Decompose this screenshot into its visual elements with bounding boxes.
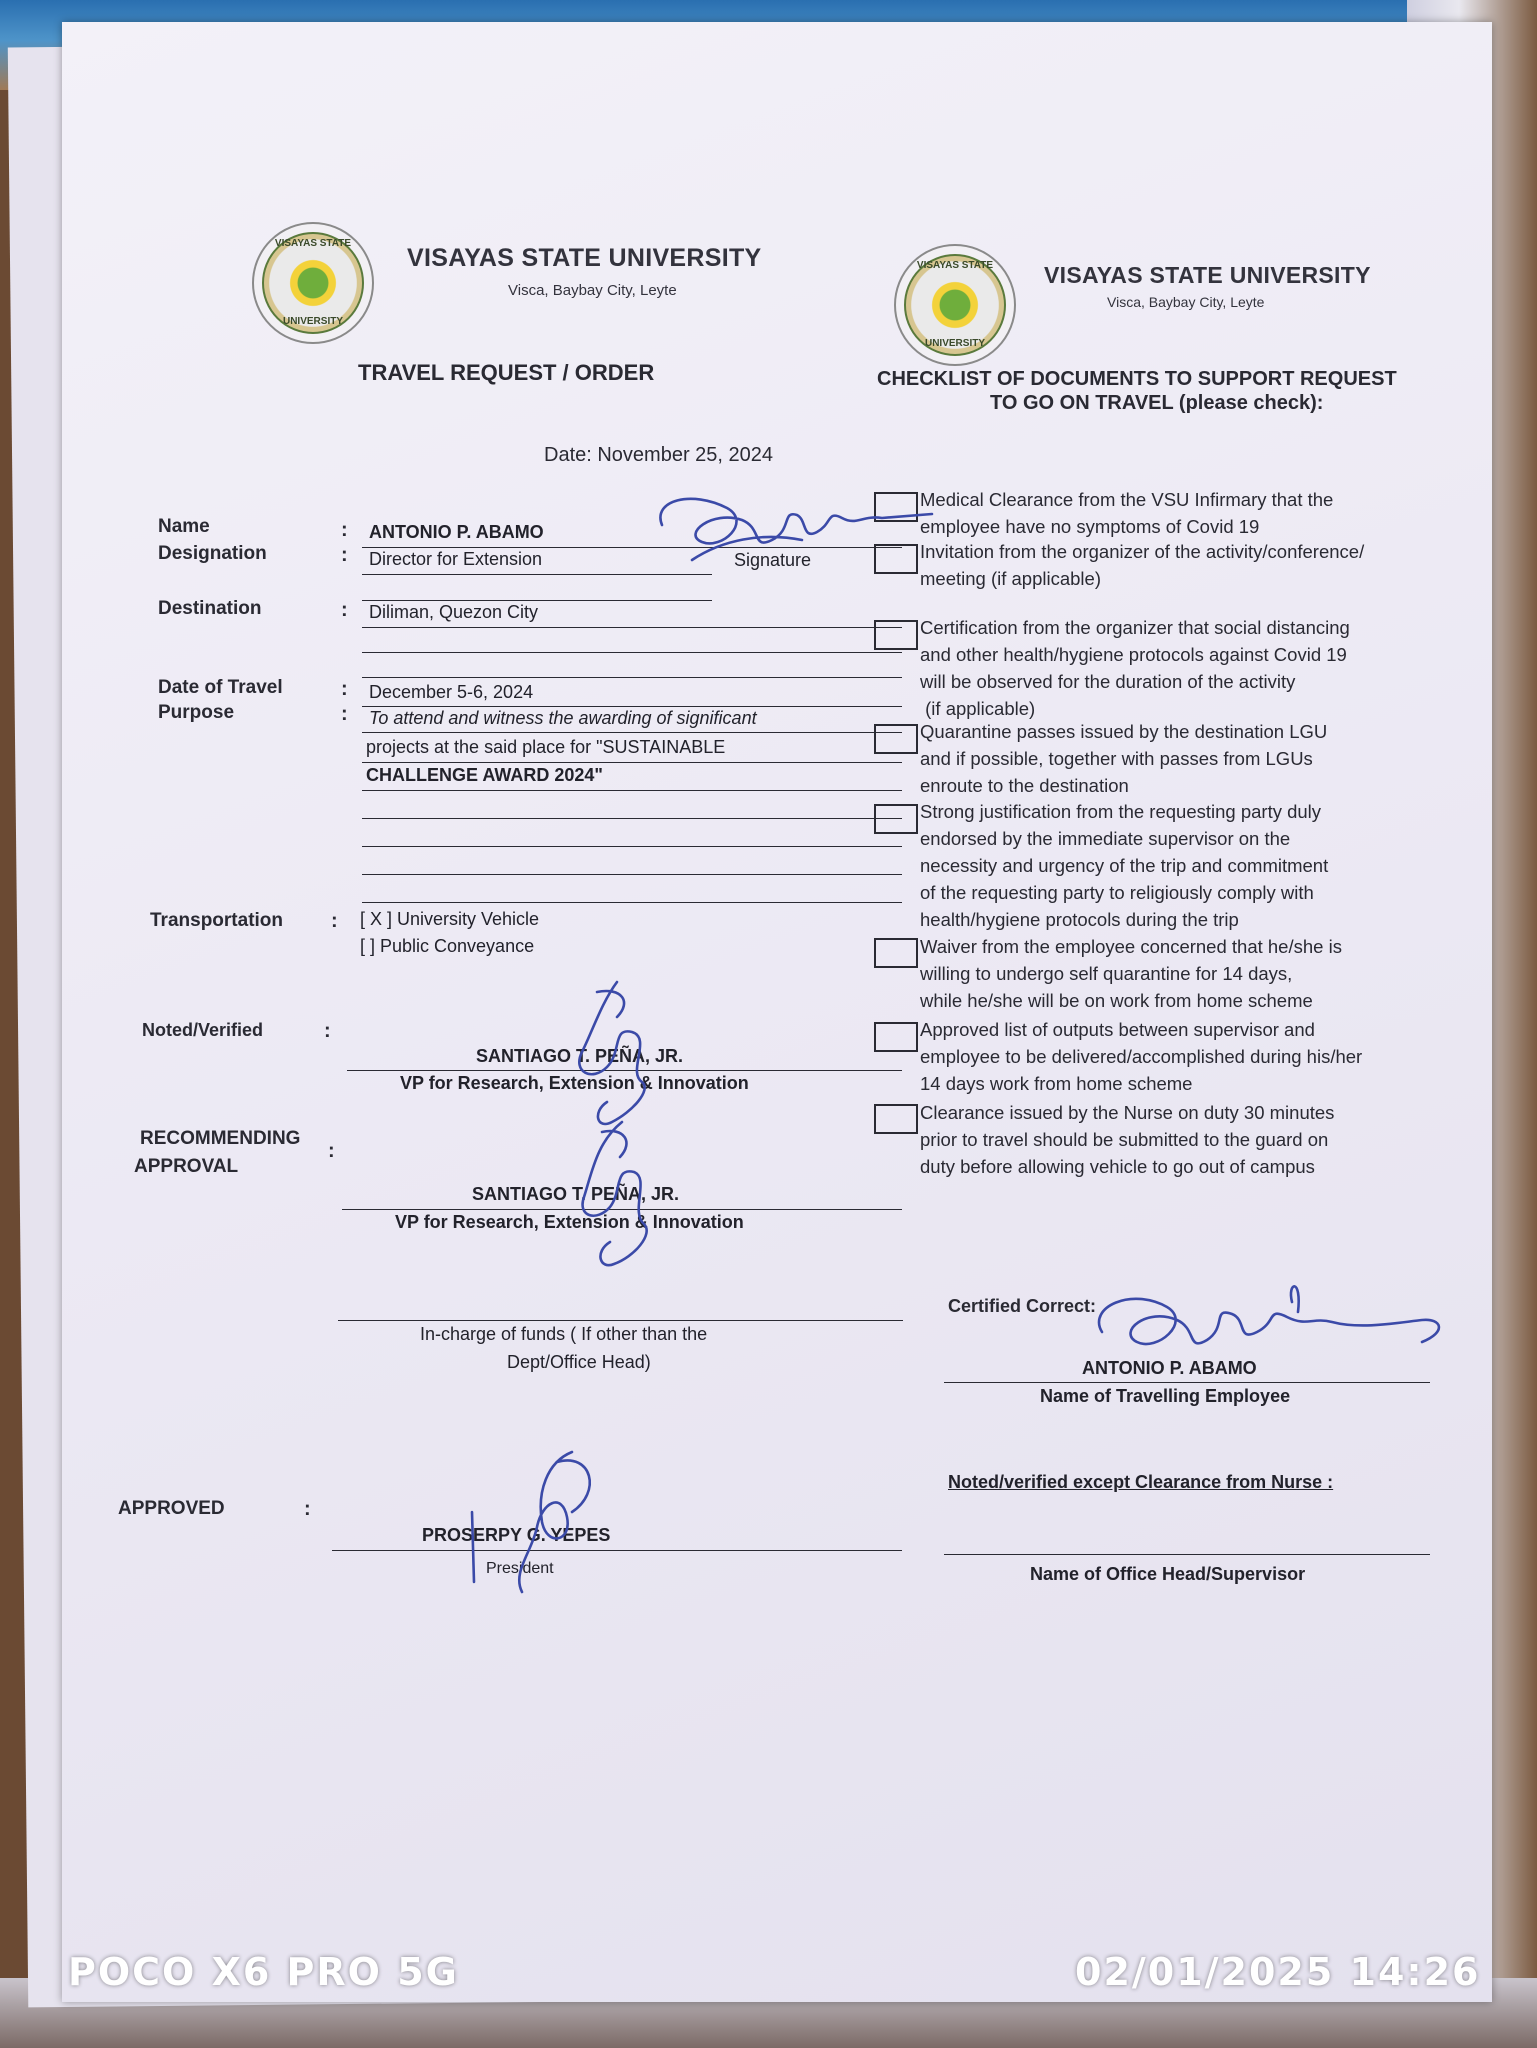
checklist-item-5-line-1: Strong justification from the requesting party duly	[920, 801, 1322, 822]
checklist-item-3-line-2: and other health/hygiene protocols against Covid 19	[920, 644, 1347, 665]
noted-except-nurse-label: Noted/verified except Clearance from Nurse :	[948, 1472, 1334, 1492]
destination-value: Diliman, Quezon City	[369, 602, 539, 622]
funds-caption-line-2: Dept/Office Head)	[507, 1352, 651, 1372]
checklist-item-5-line-2: endorsed by the immediate supervisor on the	[920, 828, 1291, 849]
checklist-item-4-line-2: and if possible, together with passes from LGUs	[920, 748, 1313, 769]
designation-value: Director for Extension	[369, 549, 543, 569]
checklist-item-3-line-3: will be observed for the duration of the activity	[920, 671, 1296, 692]
checklist-item-5-line-3: necessity and urgency of the trip and commitment	[920, 855, 1329, 876]
checklist-item-5-line-4: of the requesting party to religiously comply with	[920, 882, 1314, 903]
checklist-item-3-line-1: Certification from the organizer that social distancing	[920, 617, 1350, 638]
checklist-item-6-line-1: Waiver from the employee concerned that he/she is	[920, 936, 1342, 957]
date-of-travel-value: December 5-6, 2024	[369, 682, 534, 702]
checklist-item-2-line-2: meeting (if applicable)	[920, 568, 1101, 589]
name-label: Name	[158, 516, 210, 537]
approved-signature-line	[332, 1550, 902, 1551]
purpose-underline-7	[362, 902, 902, 903]
university-name-left: VISAYAS STATE UNIVERSITY	[407, 244, 762, 272]
noted-signature-line	[347, 1070, 902, 1071]
checklist-item-6-line-3: while he/she will be on work from home scheme	[920, 990, 1313, 1011]
checklist-item-4-line-3: enroute to the destination	[920, 775, 1129, 796]
checklist-item-7-line-2: employee to be delivered/accomplished during his/her	[920, 1046, 1363, 1067]
signature-caption: Signature	[734, 550, 812, 570]
checklist-checkbox-5[interactable]	[874, 804, 918, 834]
transport-option-public-conveyance: [ ] Public Conveyance	[360, 936, 535, 956]
form-title: TRAVEL REQUEST / ORDER	[358, 360, 655, 385]
destination-underline-2	[362, 652, 902, 653]
destination-underline-1	[362, 627, 902, 628]
recommending-name: SANTIAGO T. PEÑA, JR.	[472, 1184, 680, 1204]
checklist-item-7-line-3: 14 days work from home scheme	[920, 1073, 1193, 1094]
designation-colon: :	[341, 544, 348, 566]
checklist-checkbox-4[interactable]	[874, 724, 918, 754]
office-head-signature-line	[944, 1554, 1430, 1555]
purpose-underline-3	[362, 790, 902, 791]
checklist-item-8-line-3: duty before allowing vehicle to go out of campus	[920, 1156, 1315, 1177]
date-of-travel-colon: :	[341, 678, 348, 700]
form-date: Date: November 25, 2024	[544, 444, 774, 466]
recommending-signature-line	[342, 1209, 902, 1210]
destination-colon: :	[341, 599, 348, 621]
name-value: ANTONIO P. ABAMO	[369, 522, 544, 542]
transport-option-university-vehicle: [ X ] University Vehicle	[360, 909, 540, 929]
recommending-label-line-1: RECOMMENDING	[140, 1128, 301, 1149]
office-head-caption: Name of Office Head/Supervisor	[1030, 1564, 1306, 1584]
name-underline	[362, 547, 902, 548]
certified-correct-label: Certified Correct:	[948, 1296, 1097, 1316]
noted-position: VP for Research, Extension & Innovation	[400, 1073, 749, 1093]
noted-verified-colon: :	[324, 1020, 331, 1042]
purpose-line-1: To attend and witness the awarding of significant	[369, 708, 757, 728]
transportation-colon: :	[331, 910, 338, 932]
noted-verified-label: Noted/Verified	[142, 1020, 264, 1040]
purpose-underline-4	[362, 818, 902, 819]
designation-underline	[362, 574, 712, 575]
purpose-colon: :	[341, 703, 348, 725]
university-seal-right: VISAYAS STATE UNIVERSITY	[894, 244, 1016, 366]
recommending-colon: :	[328, 1140, 335, 1162]
blank-underline	[362, 600, 712, 601]
recommending-position: VP for Research, Extension & Innovation	[395, 1212, 744, 1232]
checklist-checkbox-6[interactable]	[874, 938, 918, 968]
approved-label: APPROVED	[118, 1498, 225, 1519]
camera-device-watermark: POCO X6 PRO 5G	[68, 1950, 459, 1994]
checklist-item-8-line-2: prior to travel should be submitted to the guard on	[920, 1129, 1329, 1150]
destination-label: Destination	[158, 598, 262, 619]
approved-position: President	[486, 1560, 554, 1577]
checklist-title-line-1: CHECKLIST OF DOCUMENTS TO SUPPORT REQUEST	[877, 368, 1397, 390]
checklist-item-1-line-2: employee have no symptoms of Covid 19	[920, 516, 1260, 537]
purpose-underline-1	[362, 732, 902, 733]
funds-caption-line-1: In-charge of funds ( If other than the	[420, 1324, 708, 1344]
checklist-item-6-line-2: willing to undergo self quarantine for 14 days,	[920, 963, 1293, 984]
funds-signature-line	[338, 1320, 903, 1321]
checklist-title-line-2: TO GO ON TRAVEL (please check):	[990, 392, 1324, 414]
university-address-right: Visca, Baybay City, Leyte	[1107, 294, 1265, 310]
date-of-travel-underline	[362, 706, 902, 707]
designation-label: Designation	[158, 543, 267, 564]
transportation-label: Transportation	[150, 910, 284, 931]
purpose-underline-2	[362, 762, 902, 763]
checklist-item-2-line-1: Invitation from the organizer of the activity/conference/	[920, 541, 1365, 562]
noted-name: SANTIAGO T. PEÑA, JR.	[476, 1046, 684, 1066]
checklist-checkbox-7[interactable]	[874, 1022, 918, 1052]
checklist-item-4-line-1: Quarantine passes issued by the destination LGU	[920, 721, 1328, 742]
university-seal-left: VISAYAS STATE UNIVERSITY	[252, 222, 374, 344]
purpose-underline-6	[362, 874, 902, 875]
certified-employee-caption: Name of Travelling Employee	[1040, 1386, 1291, 1406]
checklist-checkbox-1[interactable]	[874, 492, 918, 522]
checklist-item-5-line-5: health/hygiene protocols during the trip	[920, 909, 1239, 930]
date-of-travel-label: Date of Travel	[158, 677, 283, 698]
approved-name: PROSERPY G. YEPES	[422, 1525, 611, 1545]
name-colon: :	[341, 519, 348, 541]
purpose-line-2: projects at the said place for "SUSTAINABLE	[366, 737, 726, 757]
certified-signature-line	[944, 1382, 1430, 1383]
checklist-checkbox-2[interactable]	[874, 544, 918, 574]
destination-underline-3	[362, 677, 902, 678]
approved-colon: :	[304, 1498, 311, 1520]
purpose-label: Purpose	[158, 702, 235, 723]
certified-employee-name: ANTONIO P. ABAMO	[1082, 1358, 1257, 1378]
university-name-right: VISAYAS STATE UNIVERSITY	[1044, 262, 1371, 288]
purpose-underline-5	[362, 846, 902, 847]
checklist-checkbox-3[interactable]	[874, 620, 918, 650]
checklist-item-1-line-1: Medical Clearance from the VSU Infirmary that the	[920, 489, 1334, 510]
purpose-line-3: CHALLENGE AWARD 2024"	[366, 765, 603, 785]
camera-datetime-watermark: 02/01/2025 14:26	[1075, 1950, 1481, 1994]
university-address-left: Visca, Baybay City, Leyte	[508, 282, 677, 299]
checklist-item-7-line-1: Approved list of outputs between supervisor and	[920, 1019, 1315, 1040]
travel-request-document	[62, 22, 1492, 2002]
checklist-item-8-line-1: Clearance issued by the Nurse on duty 30 minutes	[920, 1102, 1335, 1123]
checklist-item-3-line-4: (if applicable)	[920, 698, 1036, 719]
checklist-checkbox-8[interactable]	[874, 1104, 918, 1134]
recommending-label-line-2: APPROVAL	[134, 1156, 239, 1177]
